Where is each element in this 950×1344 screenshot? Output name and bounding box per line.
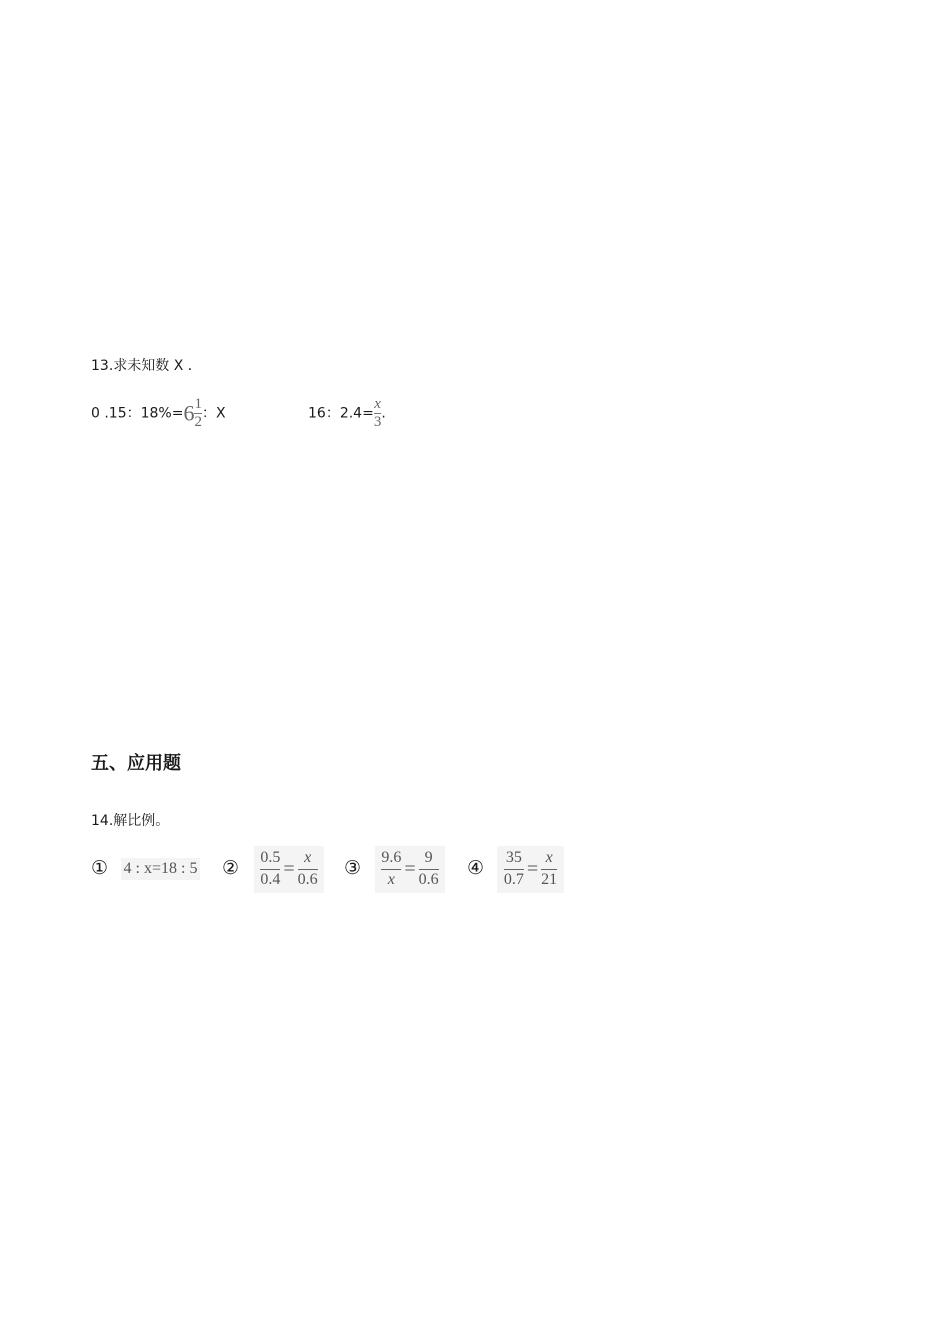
question-14-title: 14.解比例。 bbox=[91, 813, 170, 829]
eq1-prefix: 0 .15：18%= bbox=[91, 405, 184, 422]
item-2-left-den: 0.4 bbox=[260, 871, 281, 888]
item-2-equals: = bbox=[283, 858, 295, 880]
item-3-equals: = bbox=[404, 858, 416, 880]
eq1-fraction bbox=[194, 397, 202, 430]
eq1-suffix: ：X bbox=[201, 405, 226, 422]
item-4-right-num: x bbox=[545, 849, 553, 867]
eq1-denominator: 2 bbox=[194, 414, 202, 430]
question-13-equation-1 bbox=[91, 397, 226, 430]
eq2-denominator: 3 bbox=[373, 414, 382, 430]
eq2-numerator: x bbox=[374, 396, 381, 412]
item-3-right-fraction bbox=[419, 850, 439, 889]
item-2-marker: ② bbox=[222, 857, 240, 879]
item-4-equals: = bbox=[526, 858, 539, 880]
eq2-prefix: 16：2.4= bbox=[308, 405, 374, 422]
item-4-marker: ④ bbox=[467, 857, 485, 879]
item-2-right-num: x bbox=[304, 849, 312, 867]
question-13-title: 13.求未知数 X ． bbox=[91, 358, 202, 374]
item-2-right-den: 0.6 bbox=[297, 871, 318, 888]
item-2-left-fraction bbox=[260, 850, 280, 889]
item-4-equation bbox=[497, 846, 564, 893]
item-4-right-den: 21 bbox=[541, 871, 558, 888]
item-2-equation bbox=[254, 846, 324, 893]
item-2-right-fraction bbox=[298, 850, 318, 889]
eq1-numerator: 1 bbox=[194, 396, 202, 412]
item-3-left-num: 9.6 bbox=[381, 849, 402, 867]
item-3-marker: ③ bbox=[344, 857, 362, 879]
item-4-left-den: 0.7 bbox=[503, 871, 524, 888]
question-13-equation-2 bbox=[308, 397, 386, 430]
item-4-left-num: 35 bbox=[505, 849, 522, 867]
item-4-right-fraction bbox=[541, 850, 557, 889]
section-5-heading: 五、应用题 bbox=[91, 753, 181, 774]
item-4-left-fraction bbox=[504, 850, 524, 889]
item-3-right-den: 0.6 bbox=[418, 871, 439, 888]
eq1-mixed-whole: 6 bbox=[183, 400, 195, 426]
item-3-right-num: 9 bbox=[424, 849, 433, 867]
item-3-left-fraction bbox=[381, 850, 401, 889]
item-3-left-den: x bbox=[387, 871, 395, 888]
item-1-expr: 4 : x=18 : 5 bbox=[123, 860, 198, 877]
item-1-equation bbox=[121, 858, 200, 880]
item-3-equation bbox=[375, 846, 445, 893]
eq2-suffix: . bbox=[381, 405, 386, 422]
item-1-marker: ① bbox=[91, 857, 109, 879]
item-2-left-num: 0.5 bbox=[260, 849, 281, 867]
